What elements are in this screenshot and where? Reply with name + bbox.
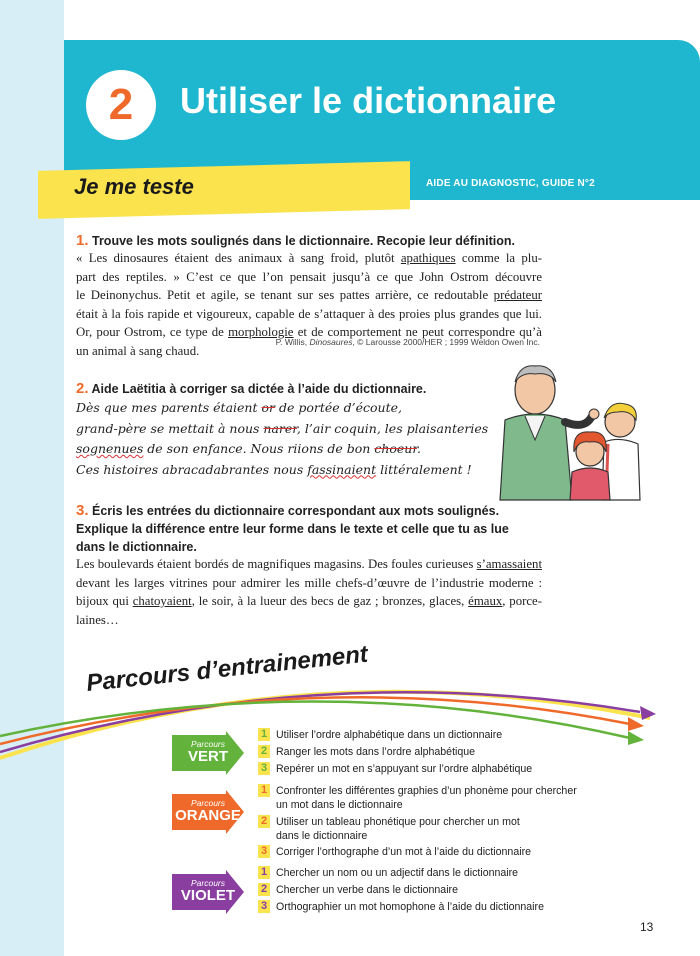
text-line: était à la fois rapide et vigoureux, capable de s’attaquer à des proies plus grandes que lui. [76, 306, 542, 321]
parcours-item: 1 Confronter les différentes graphies d’un phonème pour chercher un mot dans le dictionnaire [258, 784, 577, 812]
parcours-item: 3 Repérer un mot en s’appuyant sur l’ordre alphabétique [258, 762, 532, 776]
text-line: Or, pour Ostrom, ce type de morphologie et de comportement ne peut correspondre qu’à [76, 325, 542, 340]
exercise-1-question: 1. Trouve les mots soulignés dans le dictionnaire. Recopie leur définition. [76, 232, 516, 249]
badge-vert-label: Parcours VERT [187, 739, 228, 765]
parcours-item: 1 Utiliser l’ordre alphabétique dans un dictionnaire [258, 728, 502, 742]
text-line: le Deinonychus. Petit et agile, se tenant sur ses pattes arrière, ce redoutable prédateur [76, 288, 542, 303]
badge-orange-label: Parcours ORANGE [175, 798, 241, 824]
parcours-title: Parcours d’entrainement [85, 640, 370, 698]
parcours-item: 2 Chercher un verbe dans le dictionnaire [258, 883, 458, 897]
page-number: 13 [640, 920, 654, 934]
text-line: un animal à sang chaud. [76, 343, 200, 358]
text-line: part des reptiles. » C’est ce que l’on pensait jusqu’à ce que John Ostrom découvre [76, 269, 542, 284]
dictee-text: Dès que mes parents étaient or de portée d’écoute, grand-père se mettait à nous narer, l’air coquin, les plaisanteries sognenues de son enfance. Nous riions de bon choeur. Ces histoires abracadabrantes nous fassinaient littéralement ! [76, 400, 489, 477]
badge-violet-label: Parcours VIOLET [180, 878, 236, 904]
teste-label: Je me teste [74, 174, 194, 199]
exercise-3-question: 3. Écris les entrées du dictionnaire correspondant aux mots soulignés. Explique la différence entre leur forme dans le texte et celle que tu as lue dans le dictionnaire. [76, 502, 509, 554]
chapter-number: 2 [86, 70, 156, 140]
exercise-3-text: Les boulevards étaient bordés de magnifiques magasins. Des foules curieuses s’amassaient devant les larges vitrines pour admirer les mille chefs-d’œuvre de l’industrie moderne : bijoux qui chatoyaient, le soir, à la lueur des becs de gaz ; bronzes, glaces, émaux, porce- laines… [76, 557, 542, 627]
grandfather-children-illustration [480, 360, 650, 505]
aide-diagnostic: AIDE AU DIAGNOSTIC, GUIDE N°2 [426, 178, 595, 189]
chapter-title: Utiliser le dictionnaire [180, 80, 557, 121]
parcours-item: 2 Utiliser un tableau phonétique pour chercher un mot dans le dictionnaire [258, 815, 520, 843]
parcours-item: 2 Ranger les mots dans l’ordre alphabétique [258, 745, 475, 759]
left-margin-strip [0, 0, 64, 956]
text-line: « Les dinosaures étaient des animaux à sang froid, plutôt apathiques comme la plu- [76, 251, 542, 265]
source-citation: P. Willis, Dinosaures, © Larousse 2000/HER ; 1999 Weldon Owen Inc. [275, 337, 540, 347]
exercise-2-question: 2. Aide Laëtitia à corriger sa dictée à l’aide du dictionnaire. [76, 380, 427, 397]
parcours-item: 3 Corriger l’orthographe d’un mot à l’aide du dictionnaire [258, 845, 531, 859]
parcours-item: 3 Orthographier un mot homophone à l’aide du dictionnaire [258, 900, 544, 914]
parcours-item: 1 Chercher un nom ou un adjectif dans le dictionnaire [258, 866, 518, 880]
